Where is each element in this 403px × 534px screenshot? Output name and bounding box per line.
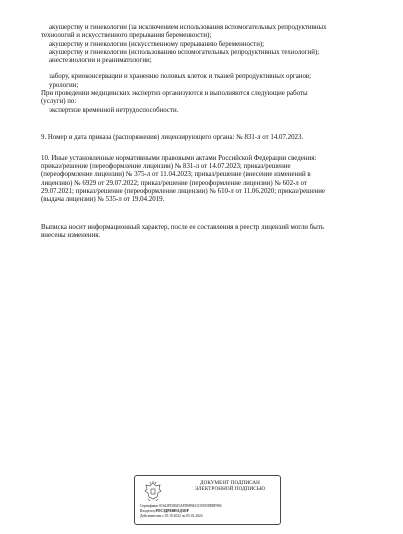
section-10-line-6: (выдача лицензии) № 535-л от 19.04.2019. <box>41 196 165 203</box>
list-item-obstetrics-3: акушерству и гинекологии (использованию вспомогательных репродуктивных технологий); <box>49 49 320 56</box>
stamp-title <box>183 480 277 492</box>
list-item-anesthesiology: анестезиологии и реаниматологии; <box>49 57 152 64</box>
electronic-signature-stamp <box>134 475 281 525</box>
list-item-reproductive-cells: забору, криоконсервации и хранению половых клеток и тканей репродуктивных органов; <box>49 73 312 80</box>
stamp-validity: Действителен с 05.10.2022 по 05.01.2024 <box>140 514 203 518</box>
stamp-owner-label: Владелец <box>140 509 155 513</box>
section-10-line-4: лицензию) № 6929 от 29.07.2022; приказ/решение (переоформление лицензии) № 602-л от <box>41 180 307 187</box>
stamp-owner: РОСЗДРАВНАДЗОР <box>155 509 189 513</box>
section-10-line-1: 10. Иные установленные нормативными правовыми актами Российской Федерации сведения: <box>41 155 317 162</box>
section-10-line-3: (переоформление лицензии) № 375-л от 11.04.2023; приказ/решение (внесение изменений в <box>41 171 311 178</box>
stamp-details <box>140 504 222 519</box>
expertise-intro-b: (услуги) по: <box>41 98 77 105</box>
list-item-urology: урологии; <box>49 82 79 89</box>
stamp-title-line-1: ДОКУМЕНТ ПОДПИСАН <box>200 480 260 486</box>
section-10-line-2: приказ/решение (переоформление лицензии) № 831-л от 14.07.2023; приказ/решение <box>41 163 291 170</box>
list-item-obstetrics-1b: технологий и искусственного прерывания беременности); <box>41 32 212 39</box>
list-item-obstetrics-2: акушерству и гинекологии (искусственному прерыванию беременности); <box>49 41 265 48</box>
stamp-certificate: Сертификат 01641FD0025AFD989431CE5058D8F984 <box>140 504 222 508</box>
notice-line-2: внесены изменения. <box>41 232 101 239</box>
expertise-intro-a: При проведении медицинских экспертиз организуются и выполняются следующие работы <box>41 90 308 97</box>
stamp-title-line-2: ЭЛЕКТРОННОЙ ПОДПИСЬЮ <box>194 486 266 493</box>
list-item-obstetrics-1a: акушерству и гинекологии (за исключением использования вспомогательных репродуктивных <box>49 24 327 31</box>
section-9-order: 9. Номер и дата приказа (распоряжения) лицензирующего органа: № 831-л от 14.07.2023. <box>41 134 304 141</box>
coat-of-arms-icon <box>141 479 165 503</box>
section-10-line-5: 29.07.2021; приказ/решение (переоформление лицензии) № 610-л от 11.06.2020; приказ/решение <box>41 188 325 195</box>
notice-line-1: Выписка носит информационный характер, после ее составления в реестр лицензий могли быть <box>41 224 324 231</box>
list-item-expertise: экспертизе временной нетрудоспособности. <box>49 107 179 114</box>
